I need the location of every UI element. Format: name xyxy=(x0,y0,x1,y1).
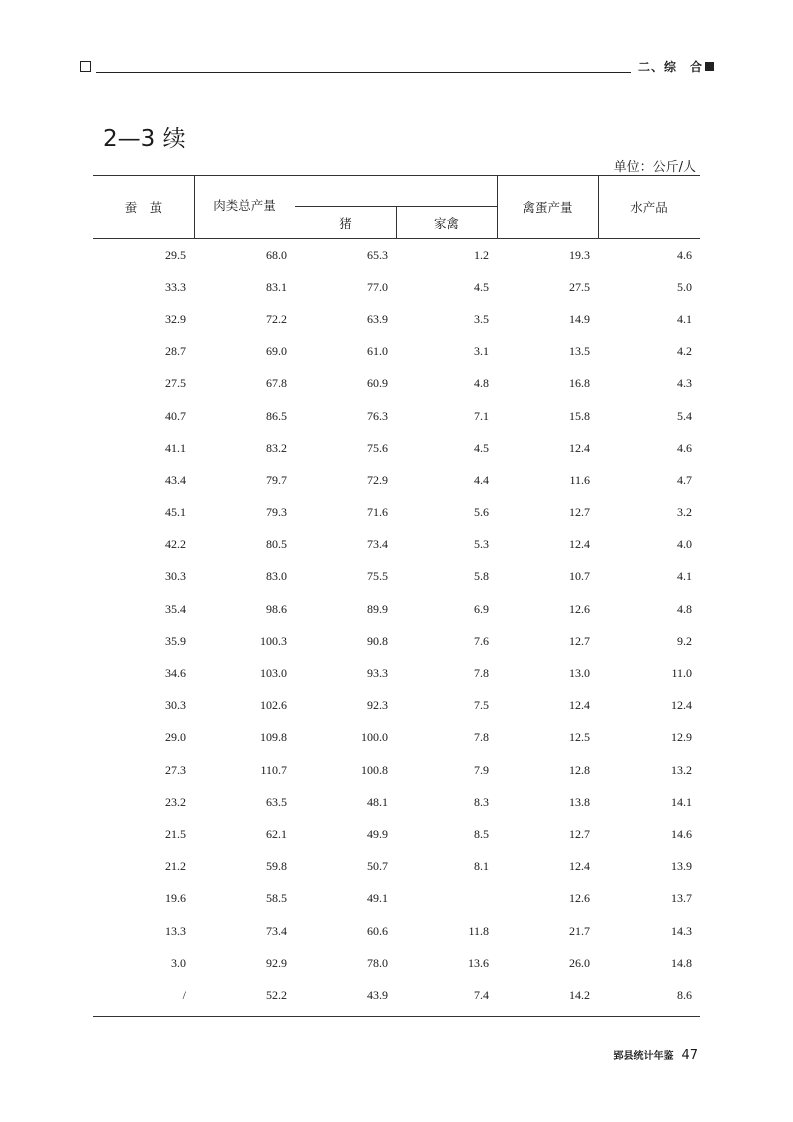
table-cell: 90.8 xyxy=(367,633,388,648)
table-cell: 9.2 xyxy=(677,633,692,648)
table-cell: 5.0 xyxy=(677,279,692,294)
table-row xyxy=(93,690,700,722)
table-cell: 4.5 xyxy=(474,440,489,455)
table-cell: 4.2 xyxy=(677,344,692,359)
table-cell: 34.6 xyxy=(165,666,186,681)
yearbook-title: 郢县统计年鉴 xyxy=(613,1051,674,1062)
table-cell: 8.3 xyxy=(474,794,489,809)
table-row xyxy=(93,432,700,464)
table-cell: 14.8 xyxy=(671,955,692,970)
table-cell: 8.6 xyxy=(677,987,692,1002)
table-cell: 13.7 xyxy=(671,891,692,906)
table-cell: 68.0 xyxy=(266,247,287,262)
table-cell: 78.0 xyxy=(367,955,388,970)
table-cell: 14.6 xyxy=(671,826,692,841)
table-cell: 4.3 xyxy=(677,376,692,391)
table-cell: 13.5 xyxy=(569,344,590,359)
table-row xyxy=(93,593,700,625)
table-cell: 100.3 xyxy=(260,633,287,648)
table-cell: 49.9 xyxy=(367,826,388,841)
table-cell: 72.9 xyxy=(367,472,388,487)
table-cell: 63.9 xyxy=(367,311,388,326)
table-cell: 63.5 xyxy=(266,794,287,809)
table-cell: 4.0 xyxy=(677,537,692,552)
table-cell: 83.1 xyxy=(266,279,287,294)
table-cell: 43.9 xyxy=(367,987,388,1002)
table-cell: 12.7 xyxy=(569,633,590,648)
col-header-total-meat: 肉类总产量 xyxy=(213,198,276,213)
table-cell: 16.8 xyxy=(569,376,590,391)
table-cell: 109.8 xyxy=(260,730,287,745)
table-header xyxy=(93,175,700,239)
table-cell: 86.5 xyxy=(266,408,287,423)
table-cell: 100.0 xyxy=(361,730,388,745)
table-cell: 32.9 xyxy=(165,311,186,326)
table-cell: 83.0 xyxy=(266,569,287,584)
table-cell: 5.8 xyxy=(474,569,489,584)
table-cell: 3.5 xyxy=(474,311,489,326)
table-row xyxy=(93,336,700,368)
table-cell: 14.3 xyxy=(671,923,692,938)
table-cell: 6.9 xyxy=(474,601,489,616)
table-cell: 27.3 xyxy=(165,762,186,777)
table-cell: 58.5 xyxy=(266,891,287,906)
table-cell: 12.7 xyxy=(569,826,590,841)
table-cell: 4.8 xyxy=(677,601,692,616)
col-header-eggs: 禽蛋产量 xyxy=(522,200,573,215)
table-cell: 8.5 xyxy=(474,826,489,841)
table-cell: 77.0 xyxy=(367,279,388,294)
table-cell: 11.8 xyxy=(468,923,489,938)
table-cell: 19.3 xyxy=(569,247,590,262)
table-cell: 7.4 xyxy=(474,987,489,1002)
table-cell: 13.0 xyxy=(569,666,590,681)
table-cell: 26.0 xyxy=(569,955,590,970)
table-cell: 4.5 xyxy=(474,279,489,294)
table-cell: 76.3 xyxy=(367,408,388,423)
table-cell: 67.8 xyxy=(266,376,287,391)
table-cell: 65.3 xyxy=(367,247,388,262)
table-cell: 60.9 xyxy=(367,376,388,391)
header-square-filled-icon xyxy=(705,62,714,71)
table-cell: 7.8 xyxy=(474,730,489,745)
table-cell: 12.9 xyxy=(671,730,692,745)
table-cell: 73.4 xyxy=(266,923,287,938)
table-cell: 7.6 xyxy=(474,633,489,648)
table-cell: 30.3 xyxy=(165,698,186,713)
table-cell: 103.0 xyxy=(260,666,287,681)
table-cell: 79.3 xyxy=(266,505,287,520)
table-row xyxy=(93,915,700,947)
table-cell: 40.7 xyxy=(165,408,186,423)
table-cell: 12.6 xyxy=(569,891,590,906)
table-cell: 5.6 xyxy=(474,505,489,520)
table-cell: 7.1 xyxy=(474,408,489,423)
table-cell: 4.7 xyxy=(677,472,692,487)
table-cell: 11.0 xyxy=(671,666,692,681)
table-cell: 83.2 xyxy=(266,440,287,455)
table-cell: 11.6 xyxy=(569,472,590,487)
table-cell: 35.4 xyxy=(165,601,186,616)
table-row xyxy=(93,947,700,979)
table-cell: 21.2 xyxy=(165,859,186,874)
table-row xyxy=(93,239,700,271)
table-cell: 21.5 xyxy=(165,826,186,841)
table-cell: 14.1 xyxy=(671,794,692,809)
table-cell: 49.1 xyxy=(367,891,388,906)
table-cell: 3.0 xyxy=(171,955,186,970)
table-row xyxy=(93,303,700,335)
table-cell: 12.4 xyxy=(569,859,590,874)
table-cell: 12.5 xyxy=(569,730,590,745)
table-cell: 71.6 xyxy=(367,505,388,520)
table-cell: 29.5 xyxy=(165,247,186,262)
table-cell: 12.4 xyxy=(569,698,590,713)
table-row xyxy=(93,657,700,689)
table-cell: 3.2 xyxy=(677,505,692,520)
table-cell: 5.4 xyxy=(677,408,692,423)
table-body xyxy=(93,239,700,1012)
table-cell: 75.5 xyxy=(367,569,388,584)
table-row xyxy=(93,625,700,657)
page-footer xyxy=(613,1044,698,1063)
table-cell: 100.8 xyxy=(361,762,388,777)
table-cell: 92.3 xyxy=(367,698,388,713)
table-cell: 73.4 xyxy=(367,537,388,552)
table-cell: 33.3 xyxy=(165,279,186,294)
table-cell: 21.7 xyxy=(569,923,590,938)
table-row xyxy=(93,271,700,303)
table-cell: 42.2 xyxy=(165,537,186,552)
table-row xyxy=(93,464,700,496)
col-header-poultry: 家禽 xyxy=(433,215,459,231)
unit-label: 单位：公斤/人 xyxy=(613,160,696,175)
table-cell: 13.3 xyxy=(165,923,186,938)
table-cell: 110.7 xyxy=(260,762,287,777)
table-cell: 12.4 xyxy=(569,537,590,552)
table-cell: 4.6 xyxy=(677,247,692,262)
table-cell: 48.1 xyxy=(367,794,388,809)
table-cell: 13.9 xyxy=(671,859,692,874)
col-header-pork: 猪 xyxy=(339,215,352,231)
table-row xyxy=(93,754,700,786)
table-cell: 28.7 xyxy=(165,344,186,359)
table-cell: 4.8 xyxy=(474,376,489,391)
table-cell: 80.5 xyxy=(266,537,287,552)
table-row xyxy=(93,786,700,818)
table-cell: 7.5 xyxy=(474,698,489,713)
header-square-outline-icon xyxy=(80,61,91,72)
table-row xyxy=(93,818,700,850)
table-cell: 14.2 xyxy=(569,987,590,1002)
table-cell: 79.7 xyxy=(266,472,287,487)
table-cell: 4.4 xyxy=(474,472,489,487)
table-cell: 98.6 xyxy=(266,601,287,616)
table-cell: 35.9 xyxy=(165,633,186,648)
table-cell: 92.9 xyxy=(266,955,287,970)
table-cell: 12.8 xyxy=(569,762,590,777)
table-cell: 62.1 xyxy=(266,826,287,841)
table-cell: 13.8 xyxy=(569,794,590,809)
table-row xyxy=(93,529,700,561)
table-cell: 27.5 xyxy=(165,376,186,391)
page-number: 47 xyxy=(681,1048,698,1063)
table-cell: 59.8 xyxy=(266,859,287,874)
table-cell: 13.2 xyxy=(671,762,692,777)
table-cell: 27.5 xyxy=(569,279,590,294)
col-header-silkworm-cocoon: 蚕 茧 xyxy=(124,200,163,215)
table-cell: 45.1 xyxy=(165,505,186,520)
table-row xyxy=(93,851,700,883)
table-cell: 72.2 xyxy=(266,311,287,326)
table-cell: 3.1 xyxy=(474,344,489,359)
table-cell: 10.7 xyxy=(569,569,590,584)
table-cell: 89.9 xyxy=(367,601,388,616)
table-cell: 23.2 xyxy=(165,794,186,809)
table-row xyxy=(93,722,700,754)
table-cell: 12.6 xyxy=(569,601,590,616)
table-cell: 75.6 xyxy=(367,440,388,455)
table-cell: 15.8 xyxy=(569,408,590,423)
col-header-aquatic: 水产品 xyxy=(630,200,668,215)
table-cell: 14.9 xyxy=(569,311,590,326)
table-cell: 7.9 xyxy=(474,762,489,777)
table-cell: 8.1 xyxy=(474,859,489,874)
table-cell: 69.0 xyxy=(266,344,287,359)
table-cell: 4.6 xyxy=(677,440,692,455)
table-cell: 4.1 xyxy=(677,569,692,584)
table-row xyxy=(93,979,700,1011)
table-cell: 12.4 xyxy=(569,440,590,455)
table-cell: 41.1 xyxy=(165,440,186,455)
table-cell: 52.2 xyxy=(266,987,287,1002)
table-cell: 102.6 xyxy=(260,698,287,713)
table-cell: 13.6 xyxy=(468,955,489,970)
table-cell: 60.6 xyxy=(367,923,388,938)
table-row xyxy=(93,368,700,400)
table-cell: 29.0 xyxy=(165,730,186,745)
table-cell: 12.7 xyxy=(569,505,590,520)
section-label xyxy=(638,58,714,75)
table-cell: 19.6 xyxy=(165,891,186,906)
table-cell: 93.3 xyxy=(367,666,388,681)
table-cell: / xyxy=(182,987,186,1002)
table-row xyxy=(93,497,700,529)
table-cell: 43.4 xyxy=(165,472,186,487)
table-cell: 4.1 xyxy=(677,311,692,326)
table-cell: 7.8 xyxy=(474,666,489,681)
table-cell: 61.0 xyxy=(367,344,388,359)
table-cell: 5.3 xyxy=(474,537,489,552)
table-cell: 30.3 xyxy=(165,569,186,584)
running-header xyxy=(80,58,714,74)
header-rule xyxy=(96,72,631,73)
table-row xyxy=(93,400,700,432)
section-label-text: 二、综 合 xyxy=(637,60,703,74)
table-row xyxy=(93,561,700,593)
table-cell: 50.7 xyxy=(367,859,388,874)
table-row xyxy=(93,883,700,915)
table-bottom-rule xyxy=(93,1016,700,1017)
table-title: 2—3 续 xyxy=(103,126,186,152)
table-cell: 12.4 xyxy=(671,698,692,713)
data-table xyxy=(93,175,700,1017)
table-cell: 1.2 xyxy=(474,247,489,262)
